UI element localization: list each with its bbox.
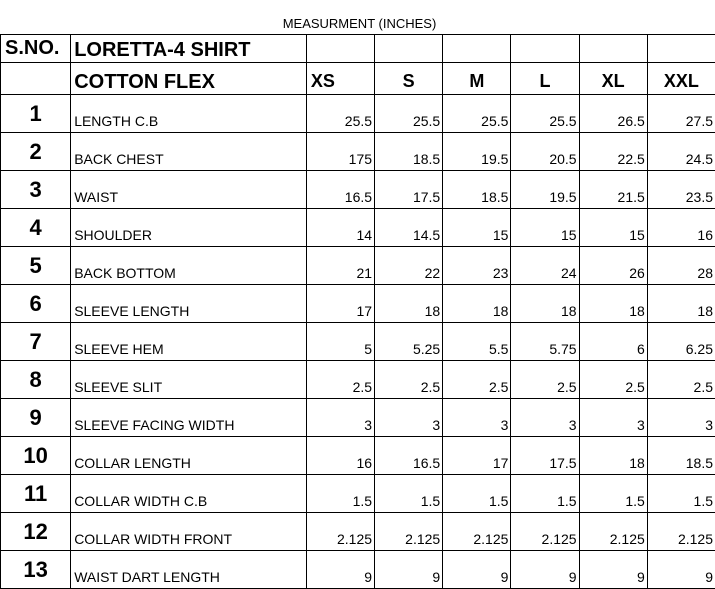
measurement-value: 14.5 [375,209,443,247]
table-row [1,247,715,285]
measurement-value: 16.5 [306,171,374,209]
measurement-value: 21 [306,247,374,285]
header-row-2 [1,63,715,95]
measurement-value: 5.5 [443,323,511,361]
measurement-label: SLEEVE HEM [71,323,307,361]
measurement-value: 17 [443,437,511,475]
measurement-value: 20.5 [511,133,579,171]
table-row [1,209,715,247]
measurement-value: 23.5 [647,171,715,209]
measurement-label: COLLAR WIDTH C.B [71,475,307,513]
measurement-value: 24 [511,247,579,285]
row-number: 9 [1,399,71,437]
measurement-label: BACK BOTTOM [71,247,307,285]
measurement-value: 21.5 [579,171,647,209]
caption-text: MEASURMENT (INCHES) [283,14,437,34]
measurement-value: 25.5 [306,95,374,133]
measurement-label: BACK CHEST [71,133,307,171]
measurement-value: 18 [579,285,647,323]
measurement-label: WAIST [71,171,307,209]
measurement-value: 19.5 [511,171,579,209]
measurement-label: COLLAR LENGTH [71,437,307,475]
measurement-value: 18.5 [443,171,511,209]
measurement-value: 19.5 [443,133,511,171]
measurement-value: 18 [511,285,579,323]
size-header-xxl: XXL [647,63,715,95]
measurement-value: 15 [443,209,511,247]
measurement-value: 1.5 [579,475,647,513]
row-number: 12 [1,513,71,551]
product-name: LORETTA-4 SHIRT [71,35,307,63]
measurement-value: 18.5 [375,133,443,171]
measurement-value: 18 [579,437,647,475]
measurement-value: 17 [306,285,374,323]
measurement-value: 26.5 [579,95,647,133]
measurement-value: 9 [443,551,511,589]
table-row [1,475,715,513]
measurement-value: 6.25 [647,323,715,361]
empty-cell [511,35,579,63]
empty-cell [1,63,71,95]
measurement-value: 15 [511,209,579,247]
measurement-value: 175 [306,133,374,171]
row-number: 8 [1,361,71,399]
row-number: 4 [1,209,71,247]
measurement-caption [0,14,715,34]
empty-cell [443,35,511,63]
measurement-value: 17.5 [511,437,579,475]
measurement-value: 1.5 [306,475,374,513]
measurement-value: 16.5 [375,437,443,475]
row-number: 5 [1,247,71,285]
row-number: 3 [1,171,71,209]
measurement-value: 3 [511,399,579,437]
measurement-value: 3 [443,399,511,437]
measurement-value: 2.125 [511,513,579,551]
measurement-value: 2.5 [375,361,443,399]
row-number: 6 [1,285,71,323]
table-row [1,285,715,323]
measurement-value: 1.5 [375,475,443,513]
table-row [1,513,715,551]
measurement-label: SLEEVE FACING WIDTH [71,399,307,437]
measurement-value: 2.125 [579,513,647,551]
sno-header: S.NO. [1,35,71,63]
measurement-value: 16 [647,209,715,247]
measurement-value: 2.125 [306,513,374,551]
table-row [1,323,715,361]
measurement-value: 14 [306,209,374,247]
measurement-table [0,34,715,589]
measurement-value: 9 [306,551,374,589]
measurement-label: COLLAR WIDTH FRONT [71,513,307,551]
measurement-value: 2.125 [375,513,443,551]
measurement-value: 22.5 [579,133,647,171]
measurement-value: 2.5 [443,361,511,399]
measurement-label: WAIST DART LENGTH [71,551,307,589]
measurement-value: 2.5 [647,361,715,399]
measurement-value: 2.125 [443,513,511,551]
empty-cell [375,35,443,63]
measurement-value: 2.125 [647,513,715,551]
measurement-value: 28 [647,247,715,285]
row-number: 10 [1,437,71,475]
measurement-value: 2.5 [511,361,579,399]
measurement-value: 5.75 [511,323,579,361]
table-row [1,361,715,399]
measurement-value: 1.5 [511,475,579,513]
measurement-label: SHOULDER [71,209,307,247]
table-row [1,399,715,437]
size-header-s: S [375,63,443,95]
measurement-value: 18.5 [647,437,715,475]
size-header-m: M [443,63,511,95]
row-number: 2 [1,133,71,171]
measurement-label: SLEEVE SLIT [71,361,307,399]
measurement-value: 18 [375,285,443,323]
measurement-value: 18 [443,285,511,323]
empty-cell [647,35,715,63]
table-row [1,551,715,589]
measurement-value: 2.5 [579,361,647,399]
measurement-value: 23 [443,247,511,285]
table-row [1,437,715,475]
measurement-value: 9 [511,551,579,589]
measurement-value: 27.5 [647,95,715,133]
measurement-label: LENGTH C.B [71,95,307,133]
measurement-label: SLEEVE LENGTH [71,285,307,323]
measurement-value: 5 [306,323,374,361]
measurement-value: 22 [375,247,443,285]
measurement-value: 25.5 [375,95,443,133]
measurement-value: 25.5 [511,95,579,133]
measurement-value: 9 [375,551,443,589]
measurement-value: 16 [306,437,374,475]
measurement-value: 1.5 [647,475,715,513]
measurement-value: 17.5 [375,171,443,209]
size-header-l: L [511,63,579,95]
row-number: 13 [1,551,71,589]
measurement-value: 3 [375,399,443,437]
measurement-value: 9 [647,551,715,589]
header-row-1 [1,35,715,63]
table-row [1,171,715,209]
measurement-value: 3 [579,399,647,437]
size-header-xl: XL [579,63,647,95]
measurement-value: 24.5 [647,133,715,171]
measurement-value: 25.5 [443,95,511,133]
measurement-value: 6 [579,323,647,361]
row-number: 1 [1,95,71,133]
row-number: 11 [1,475,71,513]
table-row [1,95,715,133]
measurement-value: 3 [306,399,374,437]
empty-cell [306,35,374,63]
measurement-value: 18 [647,285,715,323]
measurement-value: 5.25 [375,323,443,361]
measurement-value: 9 [579,551,647,589]
measurement-value: 26 [579,247,647,285]
fabric-name: COTTON FLEX [71,63,307,95]
measurement-value: 2.5 [306,361,374,399]
measurement-value: 15 [579,209,647,247]
empty-cell [579,35,647,63]
size-header-xs: XS [306,63,374,95]
row-number: 7 [1,323,71,361]
table-row [1,133,715,171]
measurement-value: 3 [647,399,715,437]
measurement-value: 1.5 [443,475,511,513]
